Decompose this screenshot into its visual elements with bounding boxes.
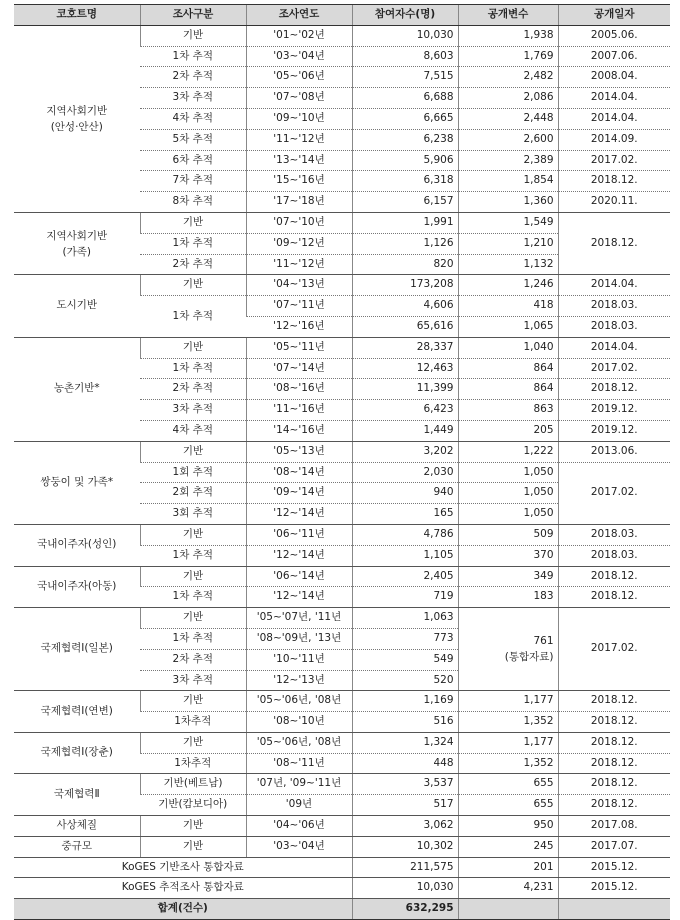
survey-type: 기반 — [140, 816, 246, 837]
header-type: 조사구분 — [140, 5, 246, 26]
variables: 205 — [458, 420, 558, 441]
variables: 1,360 — [458, 192, 558, 213]
release-date: 2017.02. — [558, 608, 670, 691]
variables: 761 (통합자료) — [458, 608, 558, 691]
participants: 3,062 — [352, 816, 458, 837]
survey-type: 2차 추적 — [140, 67, 246, 88]
variables: 418 — [458, 296, 558, 317]
survey-type: 3차 추적 — [140, 400, 246, 421]
release-date: 2015.12. — [558, 857, 670, 878]
survey-years: '14~'16년 — [246, 420, 352, 441]
survey-years: '09년 — [246, 795, 352, 816]
variables: 2,448 — [458, 108, 558, 129]
release-date: 2018.03. — [558, 316, 670, 337]
participants: 3,537 — [352, 774, 458, 795]
variables: 1,854 — [458, 171, 558, 192]
survey-years: '12~'14년 — [246, 587, 352, 608]
participants: 520 — [352, 670, 458, 691]
participants: 10,030 — [352, 25, 458, 46]
survey-type: 기반 — [140, 275, 246, 296]
cohort-name: 국제협력Ⅰ(장춘) — [14, 732, 140, 774]
survey-years: '07~'08년 — [246, 88, 352, 109]
participants: 211,575 — [352, 857, 458, 878]
release-date: 2017.02. — [558, 358, 670, 379]
survey-years: '12~'14년 — [246, 545, 352, 566]
participants: 4,786 — [352, 524, 458, 545]
survey-years: '05~'06년, '08년 — [246, 732, 352, 753]
release-date: 2014.09. — [558, 129, 670, 150]
variables: 2,086 — [458, 88, 558, 109]
total-label: 합계(건수) — [14, 899, 352, 920]
survey-years: '06~'11년 — [246, 524, 352, 545]
cohort-name: 국내이주자(아동) — [14, 566, 140, 608]
variables: 1,352 — [458, 753, 558, 774]
release-date: 2019.12. — [558, 420, 670, 441]
release-date: 2018.12. — [558, 379, 670, 400]
release-date: 2018.12. — [558, 753, 670, 774]
survey-type: 1차추적 — [140, 712, 246, 733]
release-date: 2020.11. — [558, 192, 670, 213]
table-row — [14, 774, 670, 795]
variables: 183 — [458, 587, 558, 608]
header-row — [14, 5, 670, 26]
header-variables: 공개변수 — [458, 5, 558, 26]
survey-years: '07~'14년 — [246, 358, 352, 379]
survey-type: 1차 추적 — [140, 233, 246, 254]
release-date: 2013.06. — [558, 441, 670, 462]
survey-type: 7차 추적 — [140, 171, 246, 192]
survey-type: 1차 추적 — [140, 628, 246, 649]
survey-years: '11~'16년 — [246, 400, 352, 421]
survey-type: 1차 추적 — [140, 545, 246, 566]
cohort-name: 농촌기반* — [14, 337, 140, 441]
variables: 1,050 — [458, 462, 558, 483]
participants: 6,318 — [352, 171, 458, 192]
participants: 6,423 — [352, 400, 458, 421]
release-date: 2008.04. — [558, 67, 670, 88]
table-row — [14, 25, 670, 46]
variables: 1,132 — [458, 254, 558, 275]
release-date: 2018.03. — [558, 524, 670, 545]
survey-years: '05~'13년 — [246, 441, 352, 462]
cohort-table — [14, 4, 670, 920]
survey-type: 기반 — [140, 836, 246, 857]
survey-type: 3차 추적 — [140, 670, 246, 691]
participants: 165 — [352, 504, 458, 525]
integrated-label: KoGES 추적조사 통합자료 — [14, 878, 352, 899]
table-row — [14, 566, 670, 587]
participants: 7,515 — [352, 67, 458, 88]
survey-type: 기반 — [140, 732, 246, 753]
variables: 1,222 — [458, 441, 558, 462]
variables: 1,246 — [458, 275, 558, 296]
variables: 950 — [458, 816, 558, 837]
survey-years: '03~'04년 — [246, 46, 352, 67]
survey-years: '11~'12년 — [246, 254, 352, 275]
participants: 1,126 — [352, 233, 458, 254]
variables: 1,938 — [458, 25, 558, 46]
release-date: 2018.12. — [558, 691, 670, 712]
survey-years: '05~'06년, '08년 — [246, 691, 352, 712]
release-date: 2018.03. — [558, 296, 670, 317]
survey-years: '09~'14년 — [246, 483, 352, 504]
total-row — [14, 899, 670, 920]
variables: 1,210 — [458, 233, 558, 254]
cohort-name: 도시기반 — [14, 275, 140, 337]
survey-years: '10~'11년 — [246, 649, 352, 670]
survey-years: '13~'14년 — [246, 150, 352, 171]
cohort-name: 국제협력Ⅰ(일본) — [14, 608, 140, 691]
table-row — [14, 878, 670, 899]
survey-type: 4차 추적 — [140, 108, 246, 129]
survey-years: '05~'07년, '11년 — [246, 608, 352, 629]
survey-years: '04~'13년 — [246, 275, 352, 296]
release-date: 2017.07. — [558, 836, 670, 857]
variables: 4,231 — [458, 878, 558, 899]
table-row — [14, 524, 670, 545]
survey-years: '12~'16년 — [246, 316, 352, 337]
survey-years: '12~'14년 — [246, 504, 352, 525]
participants: 1,324 — [352, 732, 458, 753]
survey-type: 5차 추적 — [140, 129, 246, 150]
variables: 1,177 — [458, 732, 558, 753]
participants: 6,157 — [352, 192, 458, 213]
variables: 1,050 — [458, 483, 558, 504]
release-date: 2014.04. — [558, 337, 670, 358]
release-date: 2018.12. — [558, 774, 670, 795]
survey-type: 기반 — [140, 608, 246, 629]
survey-years: '08~'10년 — [246, 712, 352, 733]
variables: 1,065 — [458, 316, 558, 337]
survey-type: 기반 — [140, 337, 246, 358]
survey-years: '09~'12년 — [246, 233, 352, 254]
release-date: 2018.12. — [558, 732, 670, 753]
header-participants: 참여자수(명) — [352, 5, 458, 26]
participants: 6,688 — [352, 88, 458, 109]
survey-years: '06~'14년 — [246, 566, 352, 587]
header-cohort: 코호트명 — [14, 5, 140, 26]
cohort-name: 지역사회기반 (안성·안산) — [14, 25, 140, 212]
survey-type: 2차 추적 — [140, 254, 246, 275]
participants: 773 — [352, 628, 458, 649]
participants: 12,463 — [352, 358, 458, 379]
release-date: 2014.04. — [558, 275, 670, 296]
variables: 349 — [458, 566, 558, 587]
release-date: 2018.12. — [558, 587, 670, 608]
participants: 8,603 — [352, 46, 458, 67]
release-date: 2018.12. — [558, 566, 670, 587]
table-row — [14, 816, 670, 837]
header-date: 공개일자 — [558, 5, 670, 26]
cohort-name: 국내이주자(성인) — [14, 524, 140, 566]
release-date: 2015.12. — [558, 878, 670, 899]
survey-years: '05~'11년 — [246, 337, 352, 358]
total-date — [558, 899, 670, 920]
variables: 1,769 — [458, 46, 558, 67]
survey-years: '08~'11년 — [246, 753, 352, 774]
survey-years: '12~'13년 — [246, 670, 352, 691]
release-date: 2018.12. — [558, 171, 670, 192]
variables: 655 — [458, 795, 558, 816]
participants: 6,238 — [352, 129, 458, 150]
release-date: 2018.12. — [558, 712, 670, 733]
survey-type: 2차 추적 — [140, 379, 246, 400]
survey-type: 기반(캄보디아) — [140, 795, 246, 816]
cohort-name: 국제협력Ⅱ — [14, 774, 140, 816]
survey-type: 3차 추적 — [140, 88, 246, 109]
release-date: 2017.02. — [558, 150, 670, 171]
variables: 864 — [458, 379, 558, 400]
participants: 28,337 — [352, 337, 458, 358]
variables: 655 — [458, 774, 558, 795]
participants: 1,063 — [352, 608, 458, 629]
variables: 1,040 — [458, 337, 558, 358]
survey-years: '15~'16년 — [246, 171, 352, 192]
survey-type: 기반 — [140, 212, 246, 233]
survey-type: 기반 — [140, 524, 246, 545]
release-date: 2018.12. — [558, 795, 670, 816]
release-date: 2017.08. — [558, 816, 670, 837]
participants: 1,449 — [352, 420, 458, 441]
survey-years: '03~'04년 — [246, 836, 352, 857]
cohort-name: 사상체질 — [14, 816, 140, 837]
survey-type: 기반 — [140, 441, 246, 462]
survey-years: '05~'06년 — [246, 67, 352, 88]
participants: 448 — [352, 753, 458, 774]
participants: 2,030 — [352, 462, 458, 483]
variables: 1,177 — [458, 691, 558, 712]
header-years: 조사연도 — [246, 5, 352, 26]
survey-type: 기반 — [140, 691, 246, 712]
survey-type: 기반 — [140, 566, 246, 587]
participants: 6,665 — [352, 108, 458, 129]
survey-type: 1회 추적 — [140, 462, 246, 483]
survey-type: 1차 추적 — [140, 46, 246, 67]
total-variables — [458, 899, 558, 920]
survey-type: 4차 추적 — [140, 420, 246, 441]
variables: 1,352 — [458, 712, 558, 733]
variables: 2,482 — [458, 67, 558, 88]
survey-years: '01~'02년 — [246, 25, 352, 46]
release-date: 2014.04. — [558, 88, 670, 109]
release-date: 2005.06. — [558, 25, 670, 46]
variables: 509 — [458, 524, 558, 545]
table-row — [14, 608, 670, 629]
survey-years: '07~'11년 — [246, 296, 352, 317]
participants: 3,202 — [352, 441, 458, 462]
survey-type: 8차 추적 — [140, 192, 246, 213]
release-date: 2017.02. — [558, 462, 670, 524]
participants: 5,906 — [352, 150, 458, 171]
table-row — [14, 857, 670, 878]
participants: 719 — [352, 587, 458, 608]
table-row — [14, 732, 670, 753]
survey-type: 6차 추적 — [140, 150, 246, 171]
participants: 173,208 — [352, 275, 458, 296]
release-date: 2019.12. — [558, 400, 670, 421]
variables: 245 — [458, 836, 558, 857]
survey-years: '17~'18년 — [246, 192, 352, 213]
survey-type: 2회 추적 — [140, 483, 246, 504]
table-row — [14, 691, 670, 712]
release-date: 2018.12. — [558, 212, 670, 274]
participants: 940 — [352, 483, 458, 504]
variables: 201 — [458, 857, 558, 878]
cohort-name: 쌍둥이 및 가족* — [14, 441, 140, 524]
survey-years: '09~'10년 — [246, 108, 352, 129]
survey-years: '11~'12년 — [246, 129, 352, 150]
survey-type: 1차 추적 — [140, 587, 246, 608]
participants: 1,105 — [352, 545, 458, 566]
total-participants: 632,295 — [352, 899, 458, 920]
participants: 1,169 — [352, 691, 458, 712]
release-date: 2014.04. — [558, 108, 670, 129]
participants: 2,405 — [352, 566, 458, 587]
participants: 516 — [352, 712, 458, 733]
participants: 820 — [352, 254, 458, 275]
survey-type: 1차추적 — [140, 753, 246, 774]
survey-type: 기반(베트남) — [140, 774, 246, 795]
variables: 1,050 — [458, 504, 558, 525]
participants: 549 — [352, 649, 458, 670]
survey-type: 기반 — [140, 25, 246, 46]
cohort-name: 지역사회기반 (가족) — [14, 212, 140, 274]
participants: 10,302 — [352, 836, 458, 857]
cohort-name: 국제협력Ⅰ(연변) — [14, 691, 140, 733]
survey-type: 1차 추적 — [140, 358, 246, 379]
survey-type: 2차 추적 — [140, 649, 246, 670]
participants: 4,606 — [352, 296, 458, 317]
survey-years: '04~'06년 — [246, 816, 352, 837]
participants: 1,991 — [352, 212, 458, 233]
survey-years: '08~'16년 — [246, 379, 352, 400]
participants: 65,616 — [352, 316, 458, 337]
variables: 2,389 — [458, 150, 558, 171]
survey-years: '07년, '09~'11년 — [246, 774, 352, 795]
survey-type: 3회 추적 — [140, 504, 246, 525]
table-row — [14, 212, 670, 233]
cohort-name: 중규모 — [14, 836, 140, 857]
survey-years: '07~'10년 — [246, 212, 352, 233]
participants: 517 — [352, 795, 458, 816]
table-row — [14, 275, 670, 296]
participants: 10,030 — [352, 878, 458, 899]
variables: 863 — [458, 400, 558, 421]
variables: 1,549 — [458, 212, 558, 233]
integrated-label: KoGES 기반조사 통합자료 — [14, 857, 352, 878]
survey-years: '08~'09년, '13년 — [246, 628, 352, 649]
table-row — [14, 441, 670, 462]
participants: 11,399 — [352, 379, 458, 400]
table-row — [14, 836, 670, 857]
release-date: 2018.03. — [558, 545, 670, 566]
release-date: 2007.06. — [558, 46, 670, 67]
variables: 2,600 — [458, 129, 558, 150]
table-row — [14, 337, 670, 358]
variables: 864 — [458, 358, 558, 379]
variables: 370 — [458, 545, 558, 566]
survey-years: '08~'14년 — [246, 462, 352, 483]
survey-type: 1차 추적 — [140, 296, 246, 338]
